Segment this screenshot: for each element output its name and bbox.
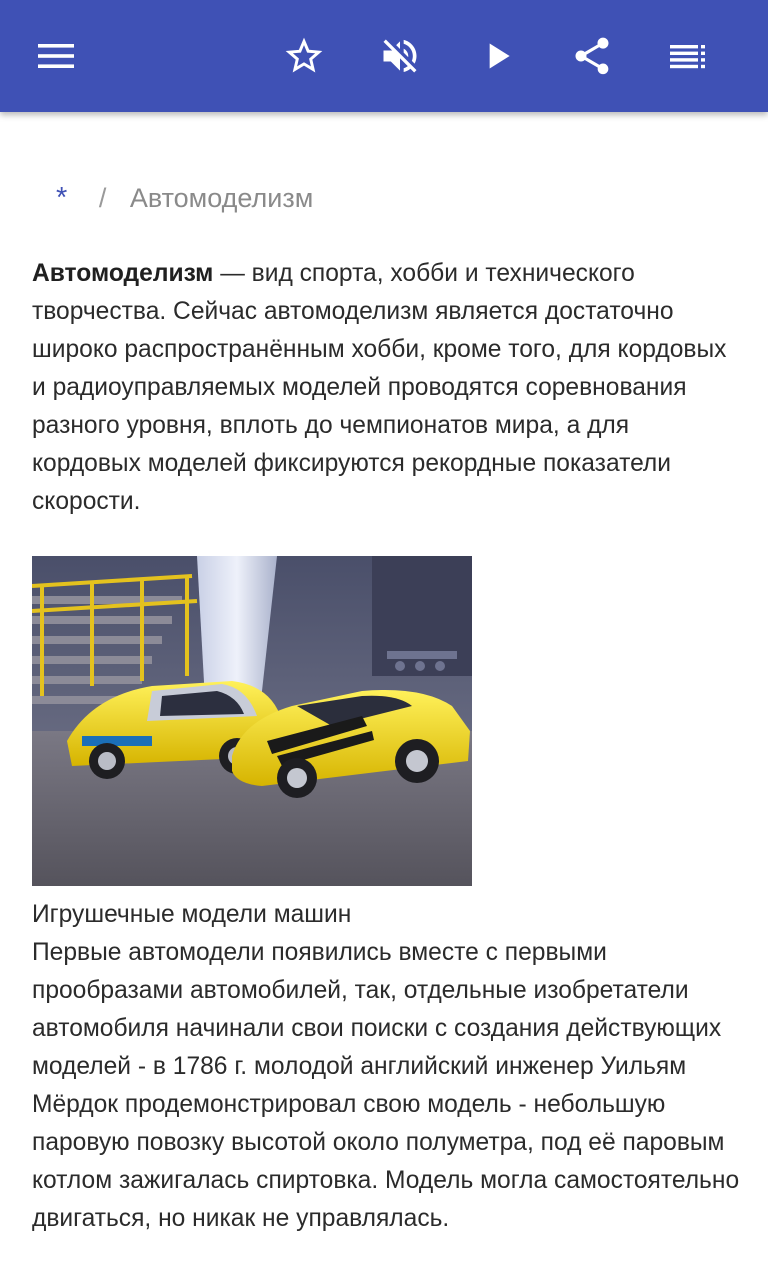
article-term: Автомоделизм [32, 260, 214, 287]
image-caption: Игрушечные модели машин [32, 901, 352, 928]
article-content [0, 112, 768, 1280]
share-icon [570, 34, 614, 78]
playlist-icon [668, 36, 708, 76]
favorite-button[interactable] [272, 24, 336, 88]
intro-text: — вид спорта, хобби и технического творчества. Сейчас автомоделизм является достаточно широко распространённым хобби, кроме того, для кордовых и радиоуправляемых моделей проводятся соревнования разного уровня, вплоть до чемпионатов мира, а для кордовых моделей фиксируются рекордные показатели скорости. [32, 260, 727, 515]
app-bar [0, 0, 768, 112]
volume-off-icon [378, 34, 422, 78]
breadcrumb-home-link[interactable]: * [56, 182, 68, 214]
intro-paragraph [32, 255, 742, 521]
menu-icon [36, 36, 76, 76]
mute-button[interactable] [368, 24, 432, 88]
contents-button[interactable] [656, 24, 720, 88]
share-button[interactable] [560, 24, 624, 88]
article-image[interactable] [32, 556, 472, 886]
play-icon [478, 36, 518, 76]
play-button[interactable] [466, 24, 530, 88]
breadcrumb-separator: / [98, 183, 107, 213]
breadcrumb [56, 180, 313, 216]
menu-button[interactable] [24, 24, 88, 88]
toy-cars-photo [32, 556, 472, 886]
history-paragraph: Первые автомодели появились вместе с первыми прообразами автомобилей, так, отдельные изобретатели автомобиля начинали свои поиски с создания действующих моделей - в 1786 г. молодой английский инженер Уильям Мёрдок продемонстрировал свою модель - небольшую паровую повозку высотой около полуметра, под её паровым котлом зажигалась спиртовка. Модель могла самостоятельно двигаться, но никак не управлялась. [32, 939, 740, 1232]
star-outline-icon [282, 34, 326, 78]
breadcrumb-current: Автомоделизм [129, 183, 314, 213]
